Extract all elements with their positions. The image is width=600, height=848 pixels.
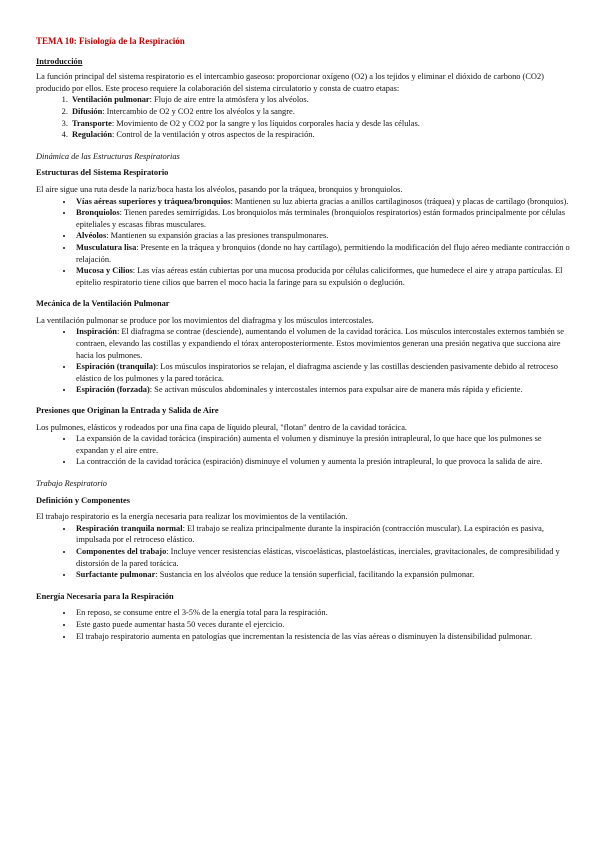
list-item [74,265,570,288]
term: Vías aéreas superiores y tráquea/bronquios [76,196,231,206]
list-item [74,361,570,384]
mecanica-heading: Mecánica de la Ventilación Pulmonar [36,299,170,309]
definicion-heading: Definición y Componentes [36,495,130,505]
energia-list [36,607,570,642]
mecanica-paragraph: La ventilación pulmonar se produce por los movimientos del diafragma y los músculos intercostales. [36,315,374,325]
term: Inspiración [76,327,117,337]
list-item [74,242,570,265]
list-item [74,207,570,230]
description: : Las vías aéreas están cubiertas por una mucosa producida por células caliciformes, que humedece el aire y atrapa partículas. El epitelio respiratorio tiene cilios que barren el moco hacia la faringe para su expulsión o deglución. [76,266,563,287]
description: : Se activan músculos abdominales y intercostales internos para expulsar aire de manera más rápida y eficiente. [149,385,523,395]
description: : Mantienen su expansión gracias a las presiones transpulmonares. [106,231,329,241]
list-item [70,118,570,130]
energia-heading: Energía Necesaria para la Respiración [36,591,174,601]
presiones-list [36,433,570,468]
estructuras-list [36,196,570,289]
presiones-heading: Presiones que Originan la Entrada y Salida de Aire [36,406,219,416]
list-item [74,196,570,208]
term: Musculatura lisa [76,242,137,252]
description: : El trabajo se realiza principalmente durante la inspiración (contracción muscular). La espiración es pasiva, impulsada por el retroceso elástico. [76,523,544,545]
list-item [74,523,570,546]
respiration-stages-list [36,94,570,140]
section-title-trabajo: Trabajo Respiratorio [36,479,107,488]
description: : Los músculos inspiratorios se relajan, el diafragma asciende y las costillas descienden pasivamente debido al retroceso elástico de los pulmones y la pared torácica. [76,362,558,383]
trabajo-paragraph: El trabajo respiratorio es la energía necesaria para realizar los movimientos de la ventilación. [36,512,348,522]
list-item [74,326,570,361]
term: Alvéolos [76,231,107,241]
list-item [74,569,570,581]
term: Bronquiolos [76,208,120,218]
description: : Sustancia en los alvéolos que reduce la tensión superficial, facilitando la expansión pulmonar. [155,570,475,580]
list-item [74,230,570,242]
trabajo-list [36,523,570,581]
description: : Incluye vencer resistencias elásticas, viscoelásticas, plastoelásticas, inerciales, gravitacionales, de compresibilidad y distorsión de la pared torácica. [76,546,560,568]
list-item: • La contracción de la cavidad torácica (espiración) disminuye el volumen y aumenta la presión intrapleural, lo que provoca la salida de aire. [74,456,570,468]
term: Respiración tranquila normal [76,523,183,533]
term: Difusión [72,106,103,116]
page-title: TEMA 10: Fisiología de la Respiración [36,36,185,46]
description: : Movimiento de O2 y CO2 por la sangre y los líquidos corporales hacia y desde las células. [111,118,420,128]
term: Transporte [72,118,112,128]
description: : Flujo de aire entre la atmósfera y los alvéolos. [149,95,309,105]
list-item [74,546,570,569]
intro-heading: Introducción [36,56,83,66]
term: Regulación [72,130,113,140]
intro-paragraph: La función principal del sistema respiratorio es el intercambio gaseoso: proporcionar oxígeno (O2) a los tejidos y eliminar el dióxido de carbono (CO2) producido por ellos. Este proceso requiere la colaboración del sistema circulatorio y consta de cuatro etapas: [36,72,544,93]
list-item [74,384,570,396]
estructuras-heading: Estructuras del Sistema Respiratorio [36,168,169,178]
description: : Control de la ventilación y otros aspectos de la respiración. [112,130,315,140]
section-title-dinamica: Dinámica de las Estructuras Respiratorias [36,151,180,161]
term: Mucosa y Cilios [76,266,133,276]
estructuras-paragraph: El aire sigue una ruta desde la nariz/boca hasta los alvéolos, pasando por la tráquea, bronquios y bronquiolos. [36,184,403,194]
list-item: • En reposo, se consume entre el 3-5% de la energía total para la respiración. [74,607,570,619]
term: Ventilación pulmonar [72,95,150,105]
mecanica-list [36,326,570,396]
list-item: • Este gasto puede aumentar hasta 50 veces durante el ejercicio. [74,619,570,631]
term: Espiración (tranquila) [76,362,156,372]
presiones-paragraph: Los pulmones, elásticos y rodeados por una fina capa de líquido pleural, "flotan" dentro de la cavidad torácica. [36,422,408,432]
description: : Presente en la tráquea y bronquios (donde no hay cartílago), permitiendo la modificación del flujo aéreo mediante contracción o relajación. [76,242,570,264]
description: : Tienen paredes semirrígidas. Los bronquiolos más terminales (bronquiolos respiratorios) están formados principalmente por células epiteliales y escasas fibras musculares. [76,208,566,229]
list-item [70,106,570,118]
description: : Mantienen su luz abierta gracias a anillos cartilaginosos (tráquea) y placas de cartílago (bronquios). [230,196,569,206]
list-item [70,129,570,141]
list-item: • El trabajo respiratorio aumenta en patologías que incrementan la resistencia de las vías aéreas o disminuyen la distensibilidad pulmonar. [74,631,570,643]
term: Surfactante pulmonar [76,570,156,580]
description: : Intercambio de O2 y CO2 entre los alvéolos y la sangre. [102,106,295,116]
list-item [70,94,570,106]
term: Componentes del trabajo [76,546,167,556]
description: : El diafragma se contrae (desciende), aumentando el volumen de la cavidad torácica. Los músculos intercostales externos también se contraen, elevando las costillas y expandiendo el tórax anteroposteriormente. Estos movimientos generan una presión negativa que succiona aire hacia los pulmones. [76,327,564,360]
list-item: • La expansión de la cavidad torácica (inspiración) aumenta el volumen y disminuye la presión intrapleural, lo que hace que los pulmones se expandan y el aire entre. [74,433,570,456]
term: Espiración (forzada) [76,385,150,395]
